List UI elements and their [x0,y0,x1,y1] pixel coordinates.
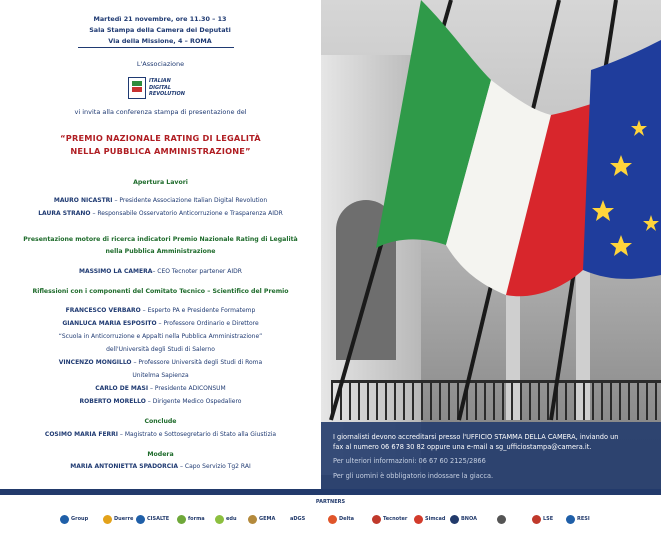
invite-text: vi invita alla conferenza stampa di presentazione del [74,108,247,116]
speaker-row: LAURA STRANO – Responsabile Osservatorio Anticorruzione e Trasparenza AIDR [38,210,283,217]
speaker-row: MAURO NICASTRI – Presidente Associazione Italian Digital Revolution [53,197,268,204]
event-date: Martedì 21 novembre, ore 11.30 – 13 [93,15,227,23]
header-divider [78,47,234,48]
partner-logo: RESI [566,513,590,525]
partner-logo: edu [215,513,237,525]
section-conclude: Conclude [144,418,177,425]
italian-flag [321,0,661,494]
invitation-panel [0,0,321,494]
partners-label: PARTNERS [315,499,346,505]
speaker-row: CARLO DE MASI – Presidente ADICONSUM [95,385,226,392]
flags-photo [321,0,661,494]
partner-logo [497,513,508,525]
intro-text: L'Associazione [136,60,185,68]
speaker-row: MASSIMO LA CAMERA– CEO Tecnoter partener AIDR [79,268,242,275]
speaker-detail: dell'Università degli Studi di Salerno [106,346,215,353]
partner-logo: BNOA [450,513,477,525]
partner-logo: CISALTE [136,513,169,525]
speaker-row: ROBERTO MORELLO – Dirigente Medico Ospedaliero [79,398,242,405]
event-details [70,14,250,47]
speaker-row: COSIMO MARIA FERRI – Magistrato e Sottosegretario di Stato alla Giustizia [44,431,277,438]
partner-logo: Duerre [103,513,133,525]
speaker-row: VINCENZO MONGILLO – Professore Università degli Studi di Roma [58,359,263,366]
partner-logo: forma [177,513,205,525]
aidr-logo: ITALIAN DIGITAL REVOLUTION [128,75,184,103]
speaker-row: MARIA ANTONIETTA SPADORCIA – Capo Servizio Tg2 RAI [70,463,251,470]
partner-logo: Simcad [414,513,445,525]
event-venue: Sala Stampa della Camera dei Deputati [89,26,231,34]
speaker-detail: “Scuola in Anticorruzione e Appalti nella Pubblica Amministrazione” [58,333,263,340]
press-notice [321,422,661,494]
event-address: Via della Missione, 4 – ROMA [108,37,212,45]
aidr-logo-icon [128,77,146,99]
speaker-row: GIANLUCA MARIA ESPOSITO – Professore Ordinario e Direttore [62,320,259,327]
partners-bar [0,495,661,538]
accreditation-text: I giornalisti devono accreditarsi presso l'UFFICIO STAMMA DELLA CAMERA, inviando un fax al numero 06 678 30 82 oppure una e-mail a sg_ufficiostampa@camera.it. [333,433,619,451]
section-committee: Riflessioni con i componenti del Comitato Tecnico – Scientifico del Premio [32,288,289,295]
partner-logo: Delta [328,513,354,525]
dress-code-text: Per gli uomini è obbligatorio indossare la giacca. [333,472,494,480]
partner-logo: GEMA [248,513,275,525]
section-moderator: Modera [147,451,174,458]
section-presentation-2: nella Pubblica Amministrazione [105,248,216,255]
section-opening: Apertura Lavori [133,179,188,186]
partner-logo: Group [60,513,88,525]
partner-logo: LSE [532,513,553,525]
prize-title: “PREMIO NAZIONALE RATING DI LEGALITÀ NELLA PUBBLICA AMMINISTRAZIONE” [60,133,261,156]
info-text: Per ulteriori informazioni: 06 67 60 2125/2866 [333,457,486,465]
section-presentation: Presentazione motore di ricerca indicatori Premio Nazionale Rating di Legalità [23,236,298,243]
speaker-detail: Unitelma Sapienza [132,372,189,379]
partner-logo: aDGS [290,516,306,522]
partner-logo: Tecnoter [372,513,407,525]
speaker-row: FRANCESCO VERBARO – Esperto PA e Presidente Formatemp [65,307,256,314]
